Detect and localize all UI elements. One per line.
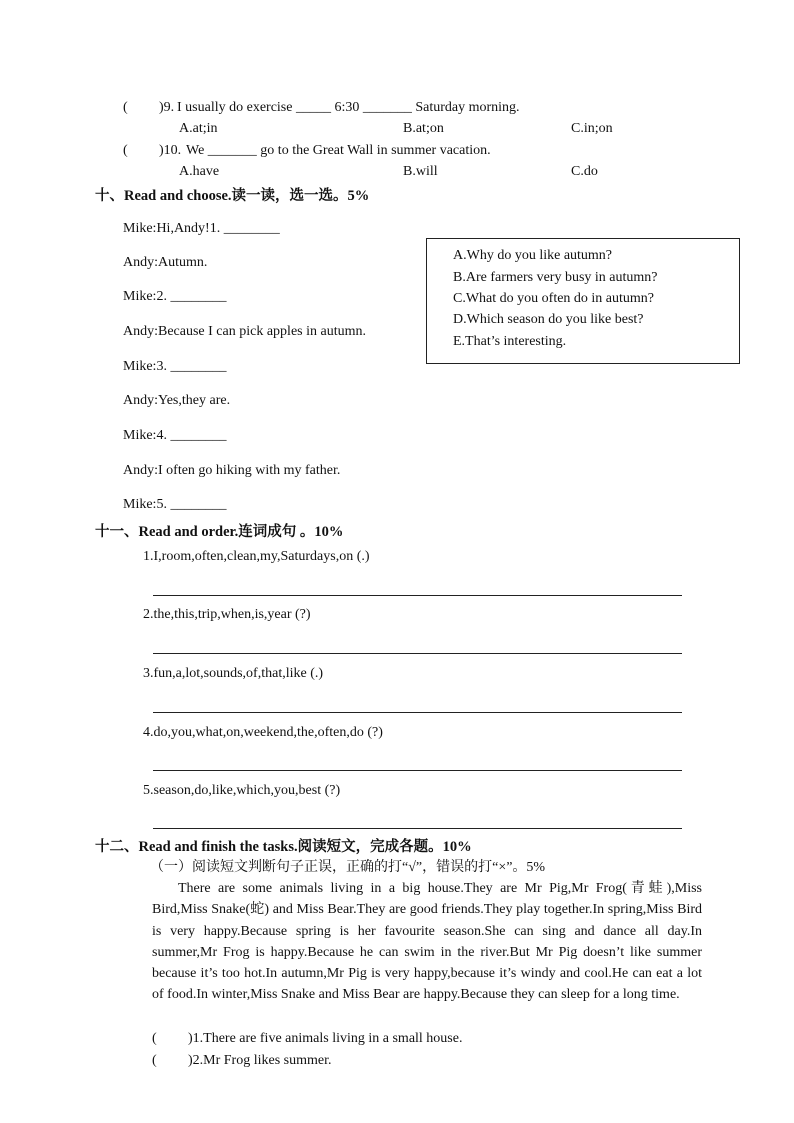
section12-title: 十二、Read and finish the tasks.阅读短文，完成各题。10% (95, 839, 472, 855)
q9-option-c: C.in;on (571, 121, 613, 136)
q9-option-a: A.at;in (179, 121, 218, 136)
section11-title: 十一、Read and order.连词成句 。10% (95, 524, 344, 540)
order-item-3: 3.fun,a,lot,sounds,of,that,like (.) (143, 666, 324, 681)
dialogue-line: Mike:3. ________ (123, 359, 227, 374)
option-a: A.Why do you like autumn? (453, 248, 613, 263)
tf-question-2: )2.Mr Frog likes summer. (188, 1053, 332, 1068)
option-e: E.That’s interesting. (453, 334, 567, 349)
tf-q1-paren[interactable]: ( (152, 1031, 157, 1046)
dialogue-line: Andy:Because I can pick apples in autumn. (123, 324, 366, 339)
dialogue-line: Andy:Autumn. (123, 255, 208, 270)
q10-number: )10. (159, 143, 182, 158)
tf-q2-paren[interactable]: ( (152, 1053, 157, 1068)
order-item-5: 5.season,do,like,which,you,best (?) (143, 783, 341, 798)
answer-line-4[interactable] (153, 770, 682, 771)
q10-option-a: A.have (179, 164, 220, 179)
q10-paren: ( (123, 143, 128, 158)
reading-passage (152, 878, 702, 1006)
part1-title: （一）阅读短文判断句子正误，正确的打“√”，错误的打“×”。5% (150, 860, 546, 875)
q9-number: )9. (159, 100, 175, 115)
dialogue-line: Mike:2. ________ (123, 289, 227, 304)
answer-line-3[interactable] (153, 712, 682, 713)
dialogue-line: Andy:Yes,they are. (123, 393, 231, 408)
options-box (426, 238, 740, 364)
q9-question: I usually do exercise _____ 6:30 _______ Saturday morning. (177, 100, 520, 115)
passage-text: There are some animals living in a big house.They are Mr Pig,Mr Frog(青蛙),Miss Bird,Miss Snake(蛇) and Miss Bear.They are good friends.They play together.In spring,Miss Bird is very happy.Because spring is her favourite season.She can sing and dance all day.In summer,Mr Frog is happy.Because he can swim in the river.But Mr Pig doesn’t like summer because it’s too hot.In autumn,Mr Pig is very happy,because it’s windy and cool.He can eat a lot of food.In winter,Miss Snake and Miss Bear are happy.Because they can sleep for a long time. (152, 881, 702, 1003)
q9-option-b: B.at;on (403, 121, 444, 136)
option-c: C.What do you often do in autumn? (453, 291, 655, 306)
order-item-2: 2.the,this,trip,when,is,year (?) (143, 607, 311, 622)
q10-option-b: B.will (403, 164, 438, 179)
option-d: D.Which season do you like best? (453, 312, 644, 327)
q10-option-c: C.do (571, 164, 598, 179)
dialogue-line: Mike:Hi,Andy!1. ________ (123, 221, 280, 236)
q10-question: We _______ go to the Great Wall in summer vacation. (186, 143, 491, 158)
dialogue-line: Mike:4. ________ (123, 428, 227, 443)
dialogue-line: Mike:5. ________ (123, 497, 227, 512)
answer-line-1[interactable] (153, 595, 682, 596)
answer-line-2[interactable] (153, 653, 682, 654)
option-b: B.Are farmers very busy in autumn? (453, 270, 658, 285)
q9-paren: ( (123, 100, 128, 115)
order-item-1: 1.I,room,often,clean,my,Saturdays,on (.) (143, 549, 370, 564)
tf-question-1: )1.There are five animals living in a small house. (188, 1031, 463, 1046)
dialogue-line: Andy:I often go hiking with my father. (123, 463, 341, 478)
answer-line-5[interactable] (153, 828, 682, 829)
order-item-4: 4.do,you,what,on,weekend,the,often,do (?) (143, 725, 383, 740)
section10-title: 十、Read and choose.读一读，选一选。5% (95, 188, 370, 204)
